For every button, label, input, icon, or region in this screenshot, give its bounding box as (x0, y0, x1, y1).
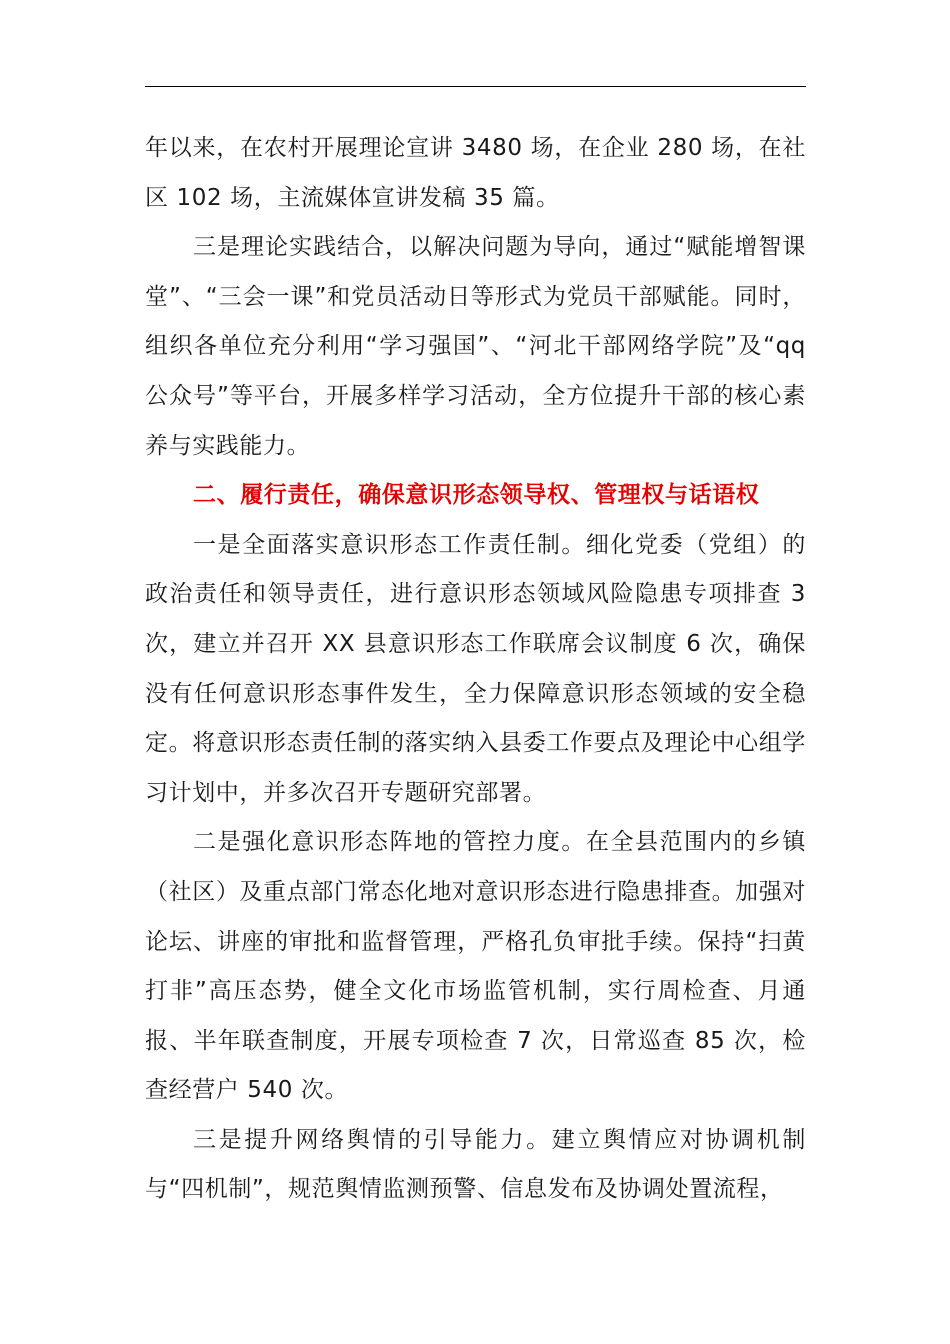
paragraph-theory-practice: 三是理论实践结合，以解决问题为导向，通过“赋能增智课堂”、“三会一课”和党员活动日等形式为党员干部赋能。同时，组织各单位充分利用“学习强国”、“河北干部网络学院”及“qq 公众号”等平台，开展多样学习活动，全方位提升干部的核心素养与实践能力。 (145, 234, 806, 459)
section-heading: 二、履行责任，确保意识形态领导权、管理权与话语权 (193, 482, 760, 509)
paragraph-continuation: 年以来，在农村开展理论宣讲 3480 场，在企业 280 场，在社区 102 场，主流媒体宣讲发稿 35 篇。 (145, 135, 806, 211)
paragraph-position-control: 二是强化意识形态阵地的管控力度。在全县范围内的乡镇（社区）及重点部门常态化地对意识形态进行隐患排查。加强对论坛、讲座的审批和监督管理，严格孔负审批手续。保持“扫黄打非”高压态势，健全文化市场监管机制，实行周检查、月通报、半年联查制度，开展专项检查 7 次，日常巡查 85 次，检查经营户 540 次。 (145, 829, 806, 1104)
page-body (145, 124, 806, 1215)
header-rule (145, 86, 806, 87)
paragraph-online-opinion: 三是提升网络舆情的引导能力。建立舆情应对协调机制与“四机制”，规范舆情监测预警、信息发布及协调处置流程， (145, 1126, 806, 1203)
paragraph-responsibility-system: 一是全面落实意识形态工作责任制。细化党委（党组）的政治责任和领导责任，进行意识形态领域风险隐患专项排查 3 次，建立并召开 XX 县意识形态工作联席会议制度 6 次，确保没有任何意识形态事件发生，全力保障意识形态领域的安全稳定。将意识形态责任制的落实纳入县委工作要点及理论中心组学习计划中，并多次召开专题研究部署。 (145, 531, 806, 806)
